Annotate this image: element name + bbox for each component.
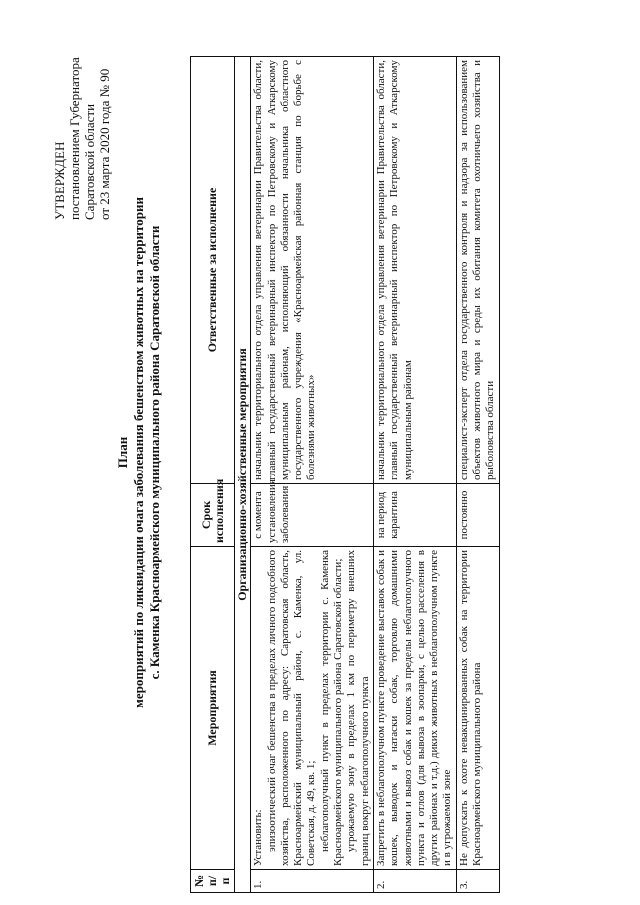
row-responsible: начальник территориального отдела управления ветеринарии Правительства области, главный государственный ветеринарный инспектор по Петровскому и Аткарскому муниципальным районам — [373, 57, 456, 484]
table-row — [456, 57, 499, 893]
row-number: 1. — [251, 870, 374, 893]
header-responsible: Ответственные за исполнение — [191, 57, 235, 484]
plan-subtitle-line: с. Каменка Красноармейского муниципального района Саратовской области — [147, 225, 162, 680]
plan-subtitle-line: мероприятий по ликвидации очага заболевания бешенством животных на территории — [131, 197, 146, 708]
measure-paragraph: неблагополучный пункт в пределах территории с. Каменка Красноармейского муниципального района Саратовской области; — [318, 550, 345, 866]
plan-title-block — [115, 0, 163, 905]
approval-line: Саратовской области — [82, 103, 97, 220]
row-measure: Запретить в неблагополучном пункте проведение выставок собак и кошек, выводок и натаски собак, торговлю домашними животными и вывоз собак и кошек за пределы неблагополучного пункта и отлов (для вывоза в зоопарки, с целью расселения в других районах и т.д.) диких животных в неблагополучном пункте и в угрожаемой зоне — [373, 547, 456, 870]
row-deadline: с момента установления заболевания — [251, 484, 374, 547]
row-responsible: специалист-эксперт отдела государственного контроля и надзора за использованием объектов животного мира и среды их обитания комитета охотничьего хозяйства и рыболовства области — [456, 57, 499, 484]
plan-heading: План — [115, 436, 130, 469]
row-responsible: начальник территориального отдела управления ветеринарии Правительства области, главный государственный ветеринарный инспектор по Петровскому и Аткарскому муниципальным районам, исполняющий обязанности начальника областного государственного учреждения «Красноармейская районная станция по борьбе с болезнями животных» — [251, 57, 374, 484]
header-deadline: Срок исполнения — [191, 484, 235, 547]
measure-paragraph: эпизоотический очаг бешенства в пределах личного подсобного хозяйства, расположенного по адресу: Саратовская область, Красноармейский муниципальный район, с. Каменка, ул. Советская, д. 49, кв. 1; — [265, 550, 318, 866]
header-num: № п/п — [191, 870, 235, 893]
approval-line: постановлением Губернатора — [67, 57, 82, 220]
row-number: 2. — [373, 870, 456, 893]
table-header-row — [191, 57, 235, 893]
section-title: Организационно-хозяйственные мероприятия — [235, 57, 251, 893]
section-row — [235, 57, 251, 893]
row-deadline: на период карантина — [373, 484, 456, 547]
table-row — [251, 57, 374, 893]
row-deadline: постоянно — [456, 484, 499, 547]
table-row — [373, 57, 456, 893]
measure-paragraph: угрожаемую зону в пределах 1 км по периметру внешних границ вокруг неблагополучного пункта — [345, 550, 371, 866]
approval-date: от 23 марта 2020 года № 90 — [97, 68, 112, 220]
approval-stamp — [52, 20, 112, 220]
measures-table — [190, 56, 500, 893]
measure-intro: Установить: — [252, 809, 265, 866]
row-measure — [251, 547, 374, 870]
row-number: 3. — [456, 870, 499, 893]
row-measure: Не допускать к охоте невакцинированных собак на территории Красноармейского муниципального района — [456, 547, 499, 870]
header-measures: Мероприятия — [191, 547, 235, 870]
approval-title: УТВЕРЖДЕН — [52, 141, 67, 220]
